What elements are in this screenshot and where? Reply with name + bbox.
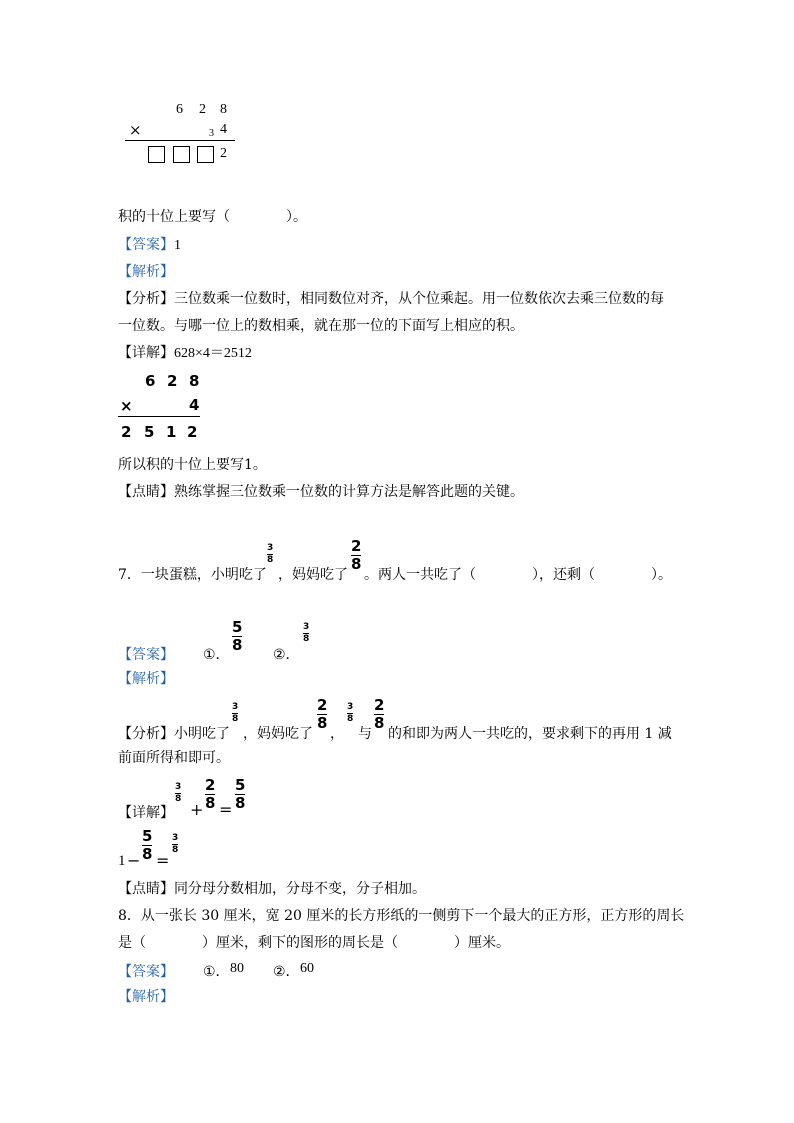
top-digit: 2 [199,102,206,117]
times-sign: × [129,121,142,139]
number-one: 1 [118,853,126,869]
fraction: 5 8 [142,827,153,863]
minus-sign: − [127,851,141,870]
detail-line [118,344,252,363]
fraction: 3 8 [175,782,182,804]
fenxi-line-2: 前面所得和即可。 [118,750,230,766]
answer-line [118,236,181,255]
top-digit: 8 [189,372,200,390]
times-sign: × [120,397,133,415]
answer-label-2: ②． [273,964,300,980]
detail-tag: 【详解】 [118,805,174,821]
question-text-1: 7．一块蛋糕，小明吃了 [118,567,267,583]
fenxi-line [118,290,664,308]
point-tag: 【点睛】 [118,484,174,500]
point-text: 同分母分数相加，分母不变，分子相加。 [174,881,426,897]
analysis-tag: 【解析】 [118,989,174,1005]
carry-digit: 3 [209,128,214,139]
answer-fraction-1: 5 8 [232,618,243,654]
blank-box [173,146,190,163]
fraction: 5 8 [235,776,246,812]
plus-sign: + [190,800,204,819]
equals-sign: = [219,800,233,819]
fenxi-text-3: ， [330,726,344,742]
result-digit: 2 [220,146,227,161]
detail-tag: 【详解】 [118,345,174,361]
answer-tag: 【答案】 [118,964,174,980]
answer-label-1: ①． [203,964,230,980]
blank-box [197,146,214,163]
equals-sign: = [156,851,170,870]
point-tag: 【点睛】 [118,881,174,897]
fenxi-text-2: ，妈妈吃了 [243,726,313,742]
point-line [118,880,426,898]
fraction: 2 8 [351,537,362,573]
detail-equation: 628×4＝2512 [174,346,252,361]
top-digit: 2 [167,372,178,390]
blank-box [148,146,165,163]
question-text-3: 。两人一共吃了（ ），还剩（ ）。 [364,567,672,583]
result-digit: 1 [166,423,177,441]
fraction: 3 8 [267,543,274,565]
fenxi-text-1: 小明吃了 [174,726,230,742]
answer-label-1: ①． [203,647,230,663]
underline [125,140,235,141]
question-text-2: ，妈妈吃了 [278,567,348,583]
fraction: 3 8 [172,833,179,855]
fraction: 2 8 [317,696,328,732]
fraction: 2 8 [205,776,216,812]
fenxi-tag: 【分析】 [118,291,174,307]
answer-tag: 【答案】 [118,237,174,253]
top-digit: 8 [220,102,227,117]
multiplier-digit: 4 [220,122,227,137]
answer-label-2: ②． [273,647,300,663]
result-digit: 5 [144,423,155,441]
result-digit: 2 [187,423,198,441]
fraction: 3 8 [232,702,239,724]
point-line [118,483,524,501]
answer-tag: 【答案】 [118,647,174,663]
answer-fraction-2: 3 8 [303,622,310,644]
analysis-tag: 【解析】 [118,264,174,280]
question-text: 积的十位上要写（ ）。 [118,209,307,225]
result-digit: 2 [121,423,132,441]
conclusion-text: 所以积的十位上要写1。 [118,457,267,473]
fenxi-line-2: 一位数。与哪一位上的数相乘，就在那一位的下面写上相应的积。 [118,318,524,334]
question-8-line-2: 是（ ）厘米，剩下的图形的周长是（ ）厘米。 [118,935,510,951]
question-8-line-1: 8．从一张长 30 厘米，宽 20 厘米的长方形纸的一侧剪下一个最大的正方形，正方形的周长 [118,908,685,924]
answer-value: 1 [174,238,181,253]
fenxi-text-4: 与 [358,726,372,742]
point-text: 熟练掌握三位数乘一位数的计算方法是解答此题的关键。 [174,484,524,500]
underline [118,416,200,417]
fenxi-text-5: 的和即为两人一共吃的，要求剩下的再用 1 减 [388,726,672,742]
top-digit: 6 [145,372,156,390]
analysis-tag: 【解析】 [118,671,174,687]
fenxi-tag: 【分析】 [118,726,174,742]
top-digit: 6 [176,102,183,117]
fraction: 2 8 [374,696,385,732]
multiplier-digit: 4 [189,396,200,414]
answer-value-1: 80 [230,961,244,976]
fenxi-text: 三位数乘一位数时，相同数位对齐，从个位乘起。用一位数依次去乘三位数的每 [174,291,664,307]
answer-value-2: 60 [300,961,314,976]
fraction: 3 8 [347,702,354,724]
